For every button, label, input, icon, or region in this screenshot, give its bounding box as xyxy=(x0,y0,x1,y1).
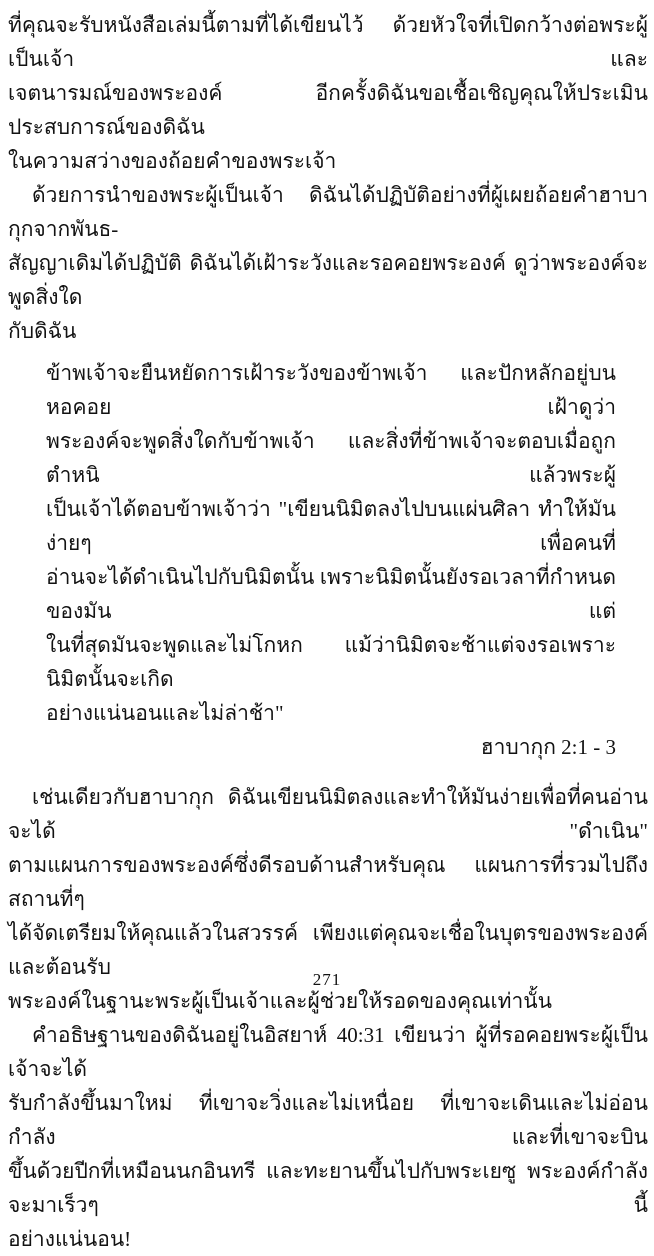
text-line: สัญญาเดิมได้ปฏิบัติ ดิฉันได้เฝ้าระวังและรอคอยพระองค์ ดูว่าพระองค์จะพูดสิ่งใด xyxy=(8,251,648,309)
paragraph xyxy=(8,1018,648,1256)
paragraph xyxy=(8,178,648,348)
quote-line: อย่างแน่นอนและไม่ล่าช้า" xyxy=(46,701,284,725)
text-line: คำอธิษฐานของดิฉันอยู่ในอิสยาห์ 40:31 เขียนว่า ผู้ที่รอคอยพระผู้เป็นเจ้าจะได้ xyxy=(8,1023,648,1081)
text-line: กับดิฉัน xyxy=(8,319,77,343)
quote-line: พระองค์จะพูดสิ่งใดกับข้าพเจ้า และสิ่งที่ข้าพเจ้าจะตอบเมื่อถูกตำหนิ แล้วพระผู้ xyxy=(46,429,616,487)
text-line: ตามแผนการของพระองค์ซึ่งดีรอบด้านสำหรับคุณ แผนการที่รวมไปถึงสถานที่ๆ xyxy=(8,853,648,911)
text-line: พระองค์ในฐานะพระผู้เป็นเจ้าและผู้ช่วยให้รอดของคุณเท่านั้น xyxy=(8,989,553,1013)
scripture-blockquote xyxy=(46,356,616,730)
text-line: ในความสว่างของถ้อยคำของพระเจ้า xyxy=(8,149,337,173)
scripture-citation: ฮาบากุก 2:1 - 3 xyxy=(480,735,616,759)
quote-line: อ่านจะได้ดำเนินไปกับนิมิตนั้น เพราะนิมิตนั้นยังรอเวลาที่กำหนดของมัน แต่ xyxy=(46,565,616,623)
quote-line: ข้าพเจ้าจะยืนหยัดการเฝ้าระวังของข้าพเจ้า และปักหลักอยู่บนหอคอย เฝ้าดูว่า xyxy=(46,361,616,419)
text-line: เช่นเดียวกับฮาบากุก ดิฉันเขียนนิมิตลงและทำให้มันง่ายเพื่อที่คนอ่านจะได้ "ดำเนิน" xyxy=(8,785,648,843)
text-line: ได้จัดเตรียมให้คุณแล้วในสวรรค์ เพียงแต่คุณจะเชื่อในบุตรของพระองค์และต้อนรับ xyxy=(8,921,648,979)
text-line: ด้วยการนำของพระผู้เป็นเจ้า ดิฉันได้ปฏิบัติอย่างที่ผู้เผยถ้อยคำฮาบากุกจากพันธ- xyxy=(8,183,648,241)
text-line: ที่คุณจะรับหนังสือเล่มนี้ตามที่ได้เขียนไว้ ด้วยหัวใจที่เปิดกว้างต่อพระผู้เป็นเจ้า และ xyxy=(8,13,648,71)
quote-line: เป็นเจ้าได้ตอบข้าพเจ้าว่า "เขียนนิมิตลงไปบนแผ่นศิลา ทำให้มันง่ายๆ เพื่อคนที่ xyxy=(46,497,616,555)
paragraph xyxy=(8,8,648,178)
text-line: รับกำลังขึ้นมาใหม่ ที่เขาจะวิ่งและไม่เหนื่อย ที่เขาจะเดินและไม่อ่อนกำลัง และที่เขาจะบิน xyxy=(8,1091,648,1149)
page-number: 271 xyxy=(312,970,342,989)
text-line: เจตนารมณ์ของพระองค์ อีกครั้งดิฉันขอเชื้อเชิญคุณให้ประเมินประสบการณ์ของดิฉัน xyxy=(8,81,648,139)
text-line: อย่างแน่นอน! xyxy=(8,1227,132,1251)
quote-line: ในที่สุดมันจะพูดและไม่โกหก แม้ว่านิมิตจะช้าแต่จงรอเพราะนิมิตนั้นจะเกิด xyxy=(46,633,616,691)
text-line: ขึ้นด้วยปีกที่เหมือนนกอินทรี และทะยานขึ้นไปกับพระเยซู พระองค์กำลังจะมาเร็วๆ นี้ xyxy=(8,1159,648,1217)
